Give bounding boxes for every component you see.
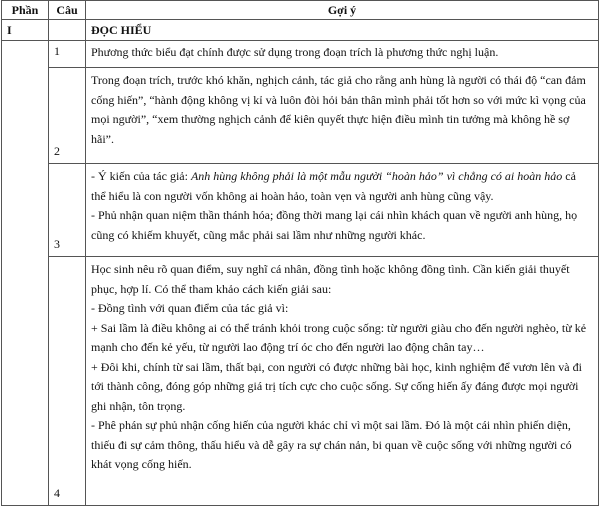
answer-guide-table xyxy=(1,0,599,506)
table-header-row xyxy=(2,1,599,20)
answer-paragraph: Học sinh nêu rõ quan điểm, suy nghĩ cá nhân, đồng tình hoặc không đồng tình. Cần kiến giải thuyết phục, hợp lí. Có thể tham khảo cách kiến giải sau: xyxy=(91,262,570,296)
table-row xyxy=(2,68,599,164)
cau-number: 1 xyxy=(49,41,86,68)
answer-cell xyxy=(86,41,599,68)
answer-paragraph: + Sai lầm là điều không ai có thể tránh khỏi trong cuộc sống: từ người giàu cho đến người nghèo, từ kẻ mạnh cho đến kẻ yếu, từ người lao động trí óc cho đến người lao động chân tay… xyxy=(91,320,587,354)
answer-italic-quote: Anh hùng không phải là một mẫu người “hoàn hảo” vì chẳng có ai hoàn hảo xyxy=(190,169,563,183)
section-title: ĐỌC HIỂU xyxy=(86,20,599,41)
table-row xyxy=(2,257,599,506)
table-row xyxy=(2,164,599,257)
cau-number: 4 xyxy=(49,257,86,506)
header-goi-y: Gợi ý xyxy=(86,1,599,20)
section-phan: I xyxy=(2,20,49,41)
answer-suffix: cả thể hiểu là con người vốn không ai hoàn hảo, toàn vẹn và người anh hùng cũng vậy. xyxy=(91,169,576,203)
section-row xyxy=(2,20,599,41)
answer-text: Phương thức biểu đạt chính được sử dụng trong đoạn trích là phương thức nghị luận. xyxy=(91,45,499,59)
phan-empty-cell xyxy=(2,41,49,506)
cau-number: 2 xyxy=(49,68,86,164)
answer-cell xyxy=(86,257,599,506)
answer-text: Trong đoạn trích, trước khó khăn, nghịch cảnh, tác giả cho rằng anh hùng là người có thái độ “can đảm cống hiến”, “hành động không vị kỉ và luôn đòi hỏi bản thân mình phải tốt hơn so với mức kì vọng của mọi người”, “xem thường nghịch cảnh để kiên quyết thực hiện điều mình tin tưởng mà không hề sợ hãi”. xyxy=(91,73,586,146)
answer-cell xyxy=(86,68,599,164)
table-row xyxy=(2,41,599,68)
header-phan: Phần xyxy=(2,1,49,20)
answer-prefix: - Ý kiến của tác giả: xyxy=(91,169,191,183)
answer-cell xyxy=(86,164,599,257)
answer-paragraph: - Phê phán sự phủ nhận cống hiến của người khác chỉ vì một sai lầm. Đó là một cái nhìn phiến diện, thiếu đi sự cảm thông, thấu hiểu và dễ gây ra sự chán nản, bi quan về cuộc sống với những người có khát vọng cống hiến. xyxy=(91,418,572,471)
answer-paragraph xyxy=(91,167,593,206)
answer-paragraph: - Đồng tình với quan điểm của tác giả vì: xyxy=(91,301,289,315)
answer-paragraph: - Phủ nhận quan niệm thần thánh hóa; đồng thời mang lại cái nhìn khách quan về người anh hùng, họ cũng có khiếm khuyết, cũng mắc phải sai lầm như những người khác. xyxy=(91,208,578,242)
cau-number: 3 xyxy=(49,164,86,257)
section-cau-empty xyxy=(49,20,86,41)
answer-paragraph: + Đôi khi, chính từ sai lầm, thất bại, con người có được những bài học, kinh nghiệm để vươn lên và đi tới thành công, đóng góp những giá trị tích cực cho cuộc sống. Sự cống hiến ấy đáng được mọi người ghi nhận, tôn trọng. xyxy=(91,359,582,413)
header-cau: Câu xyxy=(49,1,86,20)
